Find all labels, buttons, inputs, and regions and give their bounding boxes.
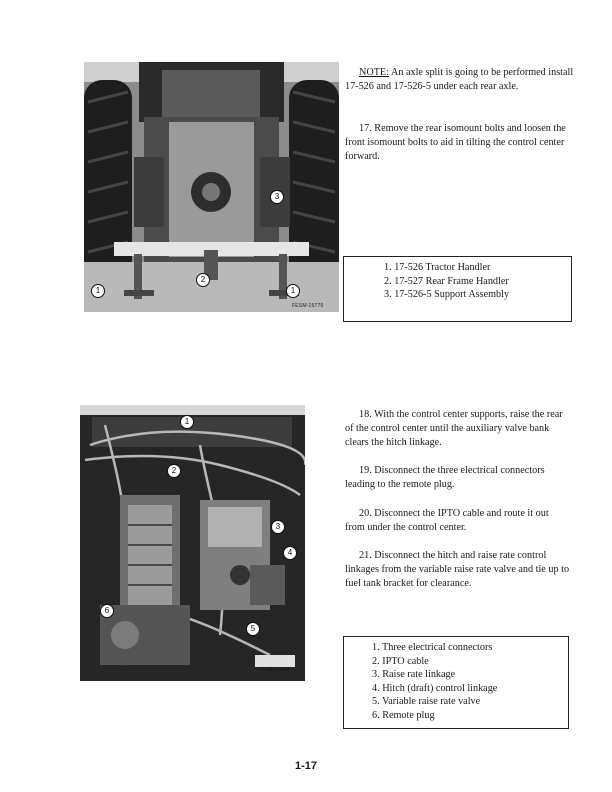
callout-2: 2 <box>196 273 210 287</box>
legend-item: 4. Hitch (draft) control linkage <box>372 682 498 694</box>
step-18-paragraph: 18. With the control center supports, raise the rear of the control center until the auxiliary valve bank clears the hitch linkage. <box>345 409 563 449</box>
page-number: 1-17 <box>294 760 318 772</box>
legend-item: 3. Raise rate linkage <box>372 669 456 681</box>
callout-2: 2 <box>167 464 181 478</box>
step-19-paragraph: 19. Disconnect the three electrical connectors leading to the remote plug. <box>345 465 545 491</box>
callout-6: 6 <box>100 604 114 618</box>
legend-item: 2. IPTO cable <box>372 655 429 667</box>
callout-1b: 1 <box>286 284 300 298</box>
legend-item: 1. Three electrical connectors <box>372 642 493 653</box>
callout-1: 1 <box>91 284 105 298</box>
note-text: An axle split is going to be performed install 17-526 and 17-526-5 under each rear axle. <box>345 67 574 93</box>
step-20-paragraph: 20. Disconnect the IPTO cable and route it out from under the control center. <box>345 508 549 534</box>
photo-code: FESM-15775 <box>292 303 324 309</box>
callout-3: 3 <box>270 190 284 204</box>
callout-1: 1 <box>180 415 194 429</box>
step-21-paragraph: 21. Disconnect the hitch and raise rate control linkages from the variable raise rate valve and tie up to fuel tank bracket for clearance. <box>345 550 570 590</box>
control-center-photo <box>80 405 305 681</box>
legend-item: 6. Remote plug <box>372 709 435 721</box>
step-17-paragraph: 17. Remove the rear isomount bolts and loosen the front isomount bolts to aid in tilting the control center forward. <box>345 123 566 163</box>
legend-item: 5. Variable raise rate valve <box>372 696 481 708</box>
photo-code: FESM-11468 <box>258 667 290 673</box>
note-paragraph <box>345 66 577 94</box>
legend-item: 3. 17-526-5 Support Assembly <box>384 289 510 301</box>
callout-4: 4 <box>283 546 297 560</box>
callout-5: 5 <box>246 622 260 636</box>
legend-box-1 <box>343 256 572 322</box>
callout-3: 3 <box>271 520 285 534</box>
legend-item: 1. 17-526 Tractor Handler <box>384 262 491 273</box>
control-center-illustration <box>80 405 305 681</box>
tractor-rear-illustration <box>84 62 339 312</box>
tractor-rear-photo <box>84 62 339 312</box>
legend-item: 2. 17-527 Rear Frame Handler <box>384 275 509 287</box>
legend-box-2 <box>343 636 569 729</box>
note-label: NOTE: <box>359 67 389 78</box>
